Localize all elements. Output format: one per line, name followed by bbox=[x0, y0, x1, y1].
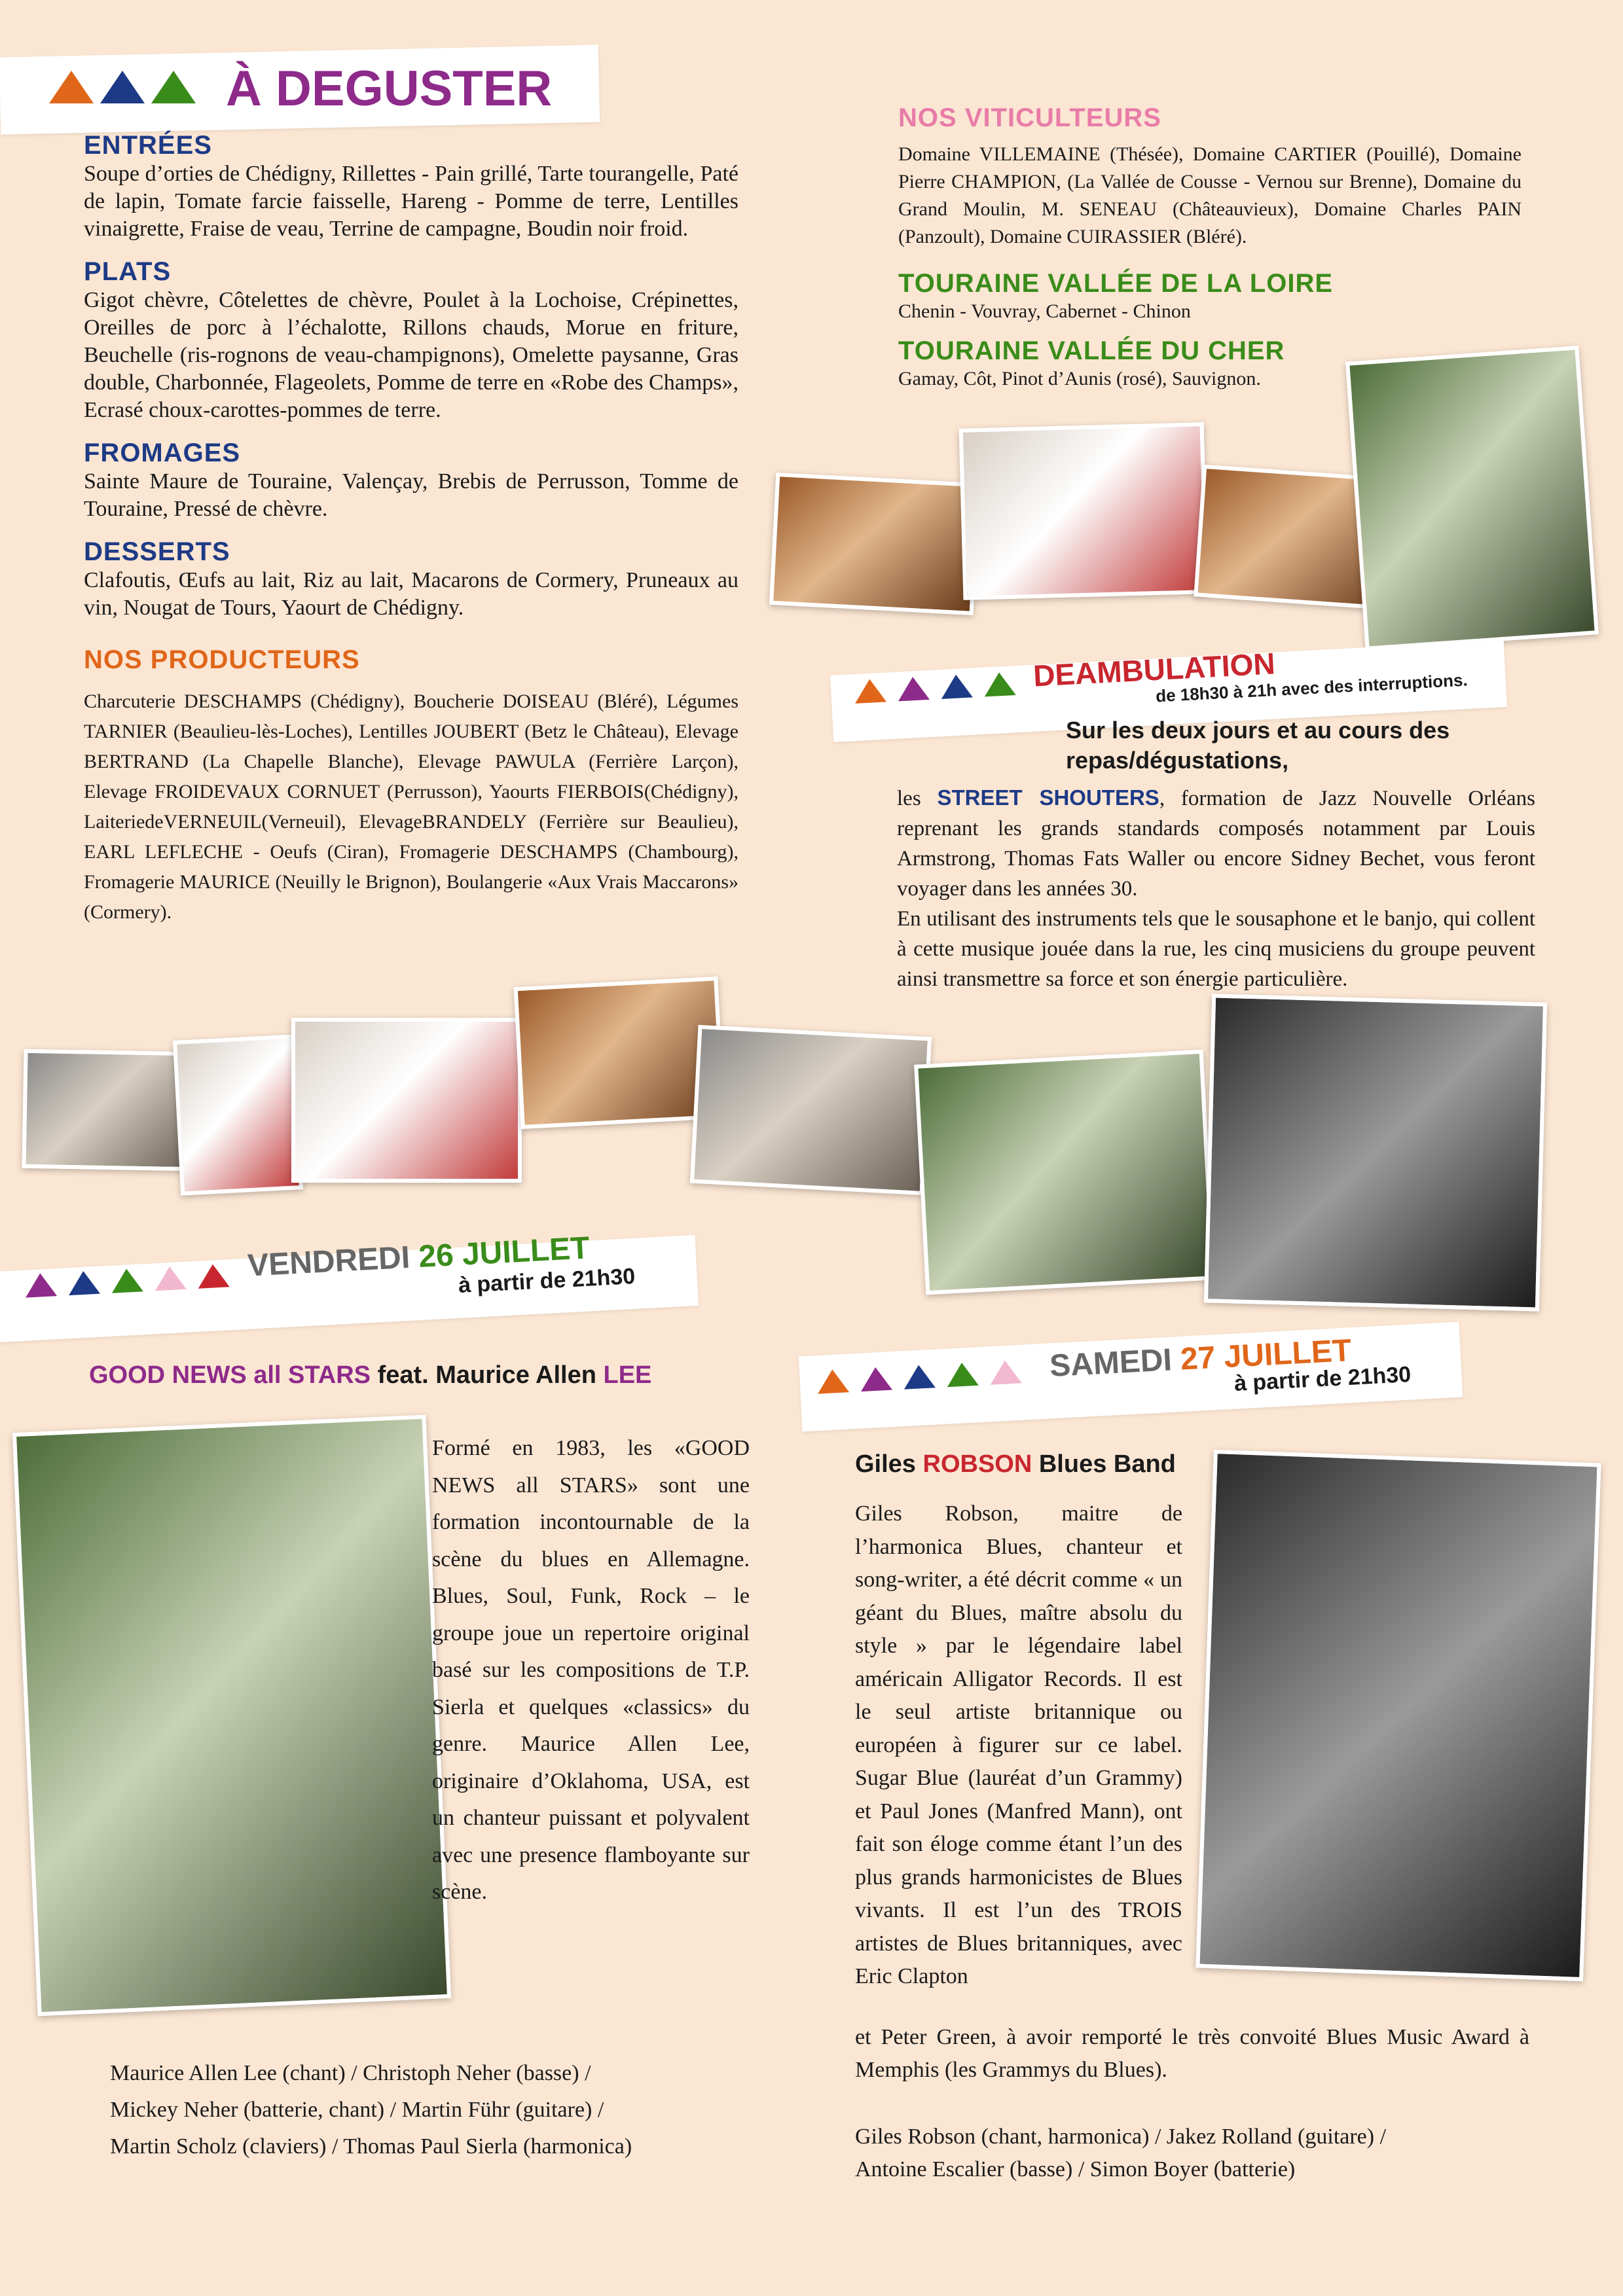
triangle-icon bbox=[24, 1272, 57, 1297]
plate-photo bbox=[291, 1018, 522, 1183]
day: VENDREDI bbox=[246, 1240, 411, 1283]
menu-sections bbox=[84, 131, 739, 927]
cheese-photo bbox=[690, 1025, 932, 1195]
food-photo bbox=[769, 473, 980, 615]
loire-heading: TOURAINE VALLÉE DE LA LOIRE bbox=[898, 269, 1334, 298]
kitchen-photo bbox=[914, 1050, 1215, 1295]
text-2: En utilisant des instruments tels que le sousaphone et le banjo, qui collent à cette musique jouée dans la rue, les cinq musiciens du groupe peuvent ainsi transmettre sa force et son énergie particulière. bbox=[897, 907, 1535, 991]
deambulation-lead: Sur les deux jours et au cours des repas/dégustations, bbox=[1066, 717, 1450, 774]
deguster-triangles bbox=[49, 71, 202, 103]
text-prefix: les bbox=[897, 787, 938, 810]
triangle-icon bbox=[854, 678, 886, 703]
lineup-line: Mickey Neher (batterie, chant) / Martin Führ (guitare) / bbox=[110, 2098, 604, 2122]
triangle-icon bbox=[860, 1367, 892, 1391]
lineup-line: Antoine Escalier (basse) / Simon Boyer (batterie) bbox=[855, 2157, 1296, 2181]
triangle-icon bbox=[67, 1270, 100, 1295]
lineup-line: Giles Robson (chant, harmonica) / Jakez Rolland (guitare) / bbox=[855, 2125, 1387, 2149]
band-part3: Blues Band bbox=[1032, 1450, 1176, 1478]
section-heading: NOS PRODUCTEURS bbox=[84, 645, 360, 674]
triangle-icon bbox=[151, 71, 196, 103]
triangle-icon bbox=[946, 1362, 979, 1387]
triangle-icon bbox=[897, 676, 930, 701]
viticulteurs-heading: NOS VITICULTEURS bbox=[898, 103, 1161, 132]
text-rest: , formation de Jazz Nouvelle Orléans reprenant les grands standards composés notamment par Louis Armstrong, Thomas Fats Waller ou encore Sidney Bechet, vous feront voyager dans les années 30. bbox=[897, 787, 1535, 901]
band-part2: ROBSON bbox=[922, 1450, 1032, 1478]
samedi-band bbox=[855, 1450, 1176, 1479]
triangle-icon bbox=[100, 71, 145, 103]
vendredi-text: Formé en 1983, les «GOOD NEWS all STARS» sont une formation incontournable de la scène du blues en Allemagne. Blues, Soul, Funk, Rock – le groupe joue un repertoire original basé sur les compositions de T.P. Sierla et quelques «classics» du genre. Maurice Allen Lee, originaire d’Oklahoma, USA, est un chanteur puissant et polyvalent avec une presence flamboyante sur scène. bbox=[432, 1436, 750, 1904]
deguster-title: À DEGUSTER bbox=[226, 61, 553, 117]
section-entrees bbox=[84, 131, 739, 243]
triangle-icon bbox=[989, 1359, 1022, 1384]
band-part1: Giles bbox=[855, 1450, 923, 1478]
viticulteurs bbox=[898, 103, 1522, 392]
section-heading: DESSERTS bbox=[84, 537, 230, 566]
section-text: Charcuterie DESCHAMPS (Chédigny), Boucherie DOISEAU (Bléré), Légumes TARNIER (Beaulieu-lès-Loches), Lentilles JOUBERT (Betz le Château), Elevage BERTRAND (La Chapelle Blanche), Elevage PAWULA (Ferrière Larçon), Elevage FROIDEVAUX CORNUET (Perrusson), Yaourts FIERBOIS(Chédigny), LaiteriedeVERNEUIL(Verneuil), ElevageBRANDELY (Ferrière sur Beaulieu), EARL LEFLECHE - Oeufs (Ciran), Fromagerie DESCHAMPS (Chambourg), Fromagerie MAURICE (Neuilly le Brignon), Boulangerie «Aux Vrais Maccarons» (Cormery). bbox=[84, 691, 739, 923]
triangle-icon bbox=[154, 1266, 187, 1291]
cher-text: Gamay, Côt, Pinot d’Aunis (rosé), Sauvignon. bbox=[898, 368, 1261, 389]
date: 27 JUILLET bbox=[1179, 1333, 1353, 1377]
section-text: Gigot chèvre, Côtelettes de chèvre, Poulet à la Lochoise, Crépinettes, Oreilles de porc à l’échalotte, Rillons chauds, Morue en friture, Beuchelle (ris-rognons de veau-champignons), Omelette paysanne, Gras double, Charbonnée, Flageolets, Pomme de terre en «Robe des Champs», Ecrasé choux-carottes-pommes de terre. bbox=[84, 288, 739, 422]
triangle-icon bbox=[940, 674, 973, 699]
section-text: Sainte Maure de Touraine, Valençay, Brebis de Perrusson, Tomme de Touraine, Pressé de chèvre. bbox=[84, 469, 739, 521]
triangle-icon bbox=[903, 1364, 936, 1389]
vendredi-lineup bbox=[110, 2055, 632, 2165]
section-heading: PLATS bbox=[84, 257, 172, 286]
deambulation-body bbox=[897, 783, 1535, 994]
vendredi-time: à partir de 21h30 bbox=[458, 1263, 636, 1299]
section-fromages bbox=[84, 439, 739, 523]
giles-robson-photo bbox=[1195, 1450, 1601, 1981]
band-part2: feat. Maurice Allen bbox=[371, 1361, 604, 1389]
plates-photo bbox=[22, 1049, 195, 1172]
triangle-icon bbox=[197, 1263, 230, 1288]
viticulteurs-text: Domaine VILLEMAINE (Thésée), Domaine CARTIER (Pouillé), Domaine Pierre CHAMPION, (La Vallée de Cousse - Vernou sur Brenne), Domaine du Grand Moulin, M. SENEAU (Châteauvieux), Domaine Charles PAIN (Panzoult), Domaine CUIRASSIER (Bléré). bbox=[898, 143, 1522, 247]
lineup-line: Maurice Allen Lee (chant) / Christoph Neher (basse) / bbox=[110, 2061, 591, 2085]
tomatoes-photo bbox=[173, 1034, 303, 1195]
band-part1: GOOD NEWS all STARS bbox=[89, 1361, 371, 1389]
section-plats bbox=[84, 257, 739, 424]
samedi-text-tail: et Peter Green, à avoir remporté le très convoité Blues Music Award à Memphis (les Grammys du Blues). bbox=[855, 2025, 1529, 2082]
day: SAMEDI bbox=[1048, 1342, 1173, 1384]
lineup-line: Martin Scholz (claviers) / Thomas Paul Sierla (harmonica) bbox=[110, 2134, 632, 2159]
triangle-icon bbox=[983, 672, 1016, 696]
section-desserts bbox=[84, 537, 739, 622]
date: 26 JUILLET bbox=[418, 1230, 591, 1274]
band-part3: LEE bbox=[603, 1361, 652, 1389]
deambulation-title: DEAMBULATION bbox=[1032, 646, 1276, 693]
section-heading: ENTRÉES bbox=[84, 131, 212, 160]
loire-text: Chenin - Vouvray, Cabernet - Chinon bbox=[898, 300, 1191, 322]
crowd-photo bbox=[1345, 346, 1599, 651]
deambulation-subtitle: de 18h30 à 21h avec des interruptions. bbox=[1155, 670, 1468, 706]
samedi-lineup bbox=[855, 2121, 1386, 2186]
samedi-text: Giles Robson, maitre de l’harmonica Blues, chanteur et song-writer, a été décrit comme « un géant du Blues, maître absolu du style » par le légendaire label américain Alligator Records. Il est le seul artiste britannique ou européen à figurer sur ce label. Sugar Blue (lauréat d’un Grammy) et Paul Jones (Manfred Mann), ont fait son éloge comme étant l’un des plus grands harmonicistes de Blues vivants. Il est l’un des TROIS artistes de Blues britanniques, avec Eric Clapton bbox=[855, 1501, 1182, 1988]
band-name: STREET SHOUTERS bbox=[937, 785, 1159, 810]
section-text: Clafoutis, Œufs au lait, Riz au lait, Macarons de Cormery, Pruneaux au vin, Nougat de Tours, Yaourt de Chédigny. bbox=[84, 568, 739, 620]
samedi-time: à partir de 21h30 bbox=[1233, 1361, 1412, 1397]
section-text: Soupe d’orties de Chédigny, Rillettes - Pain grillé, Tarte tourangelle, Paté de lapin, Tomate farcie faisselle, Hareng - Pomme de terre, Lentilles vinaigrette, Fraise de veau, Terrine de campagne, Boudin noir froid. bbox=[84, 162, 739, 241]
section-heading: FROMAGES bbox=[84, 439, 241, 467]
triangle-icon bbox=[816, 1369, 849, 1393]
section-producteurs bbox=[84, 645, 739, 927]
street-shouters-photo bbox=[1204, 994, 1547, 1311]
maurice-allen-lee-photo bbox=[12, 1415, 451, 2017]
cooks-photo bbox=[959, 422, 1209, 600]
triangle-icon bbox=[49, 71, 94, 103]
cher-heading: TOURAINE VALLÉE DU CHER bbox=[898, 336, 1285, 365]
vendredi-band bbox=[89, 1361, 651, 1390]
triangle-icon bbox=[111, 1268, 143, 1293]
